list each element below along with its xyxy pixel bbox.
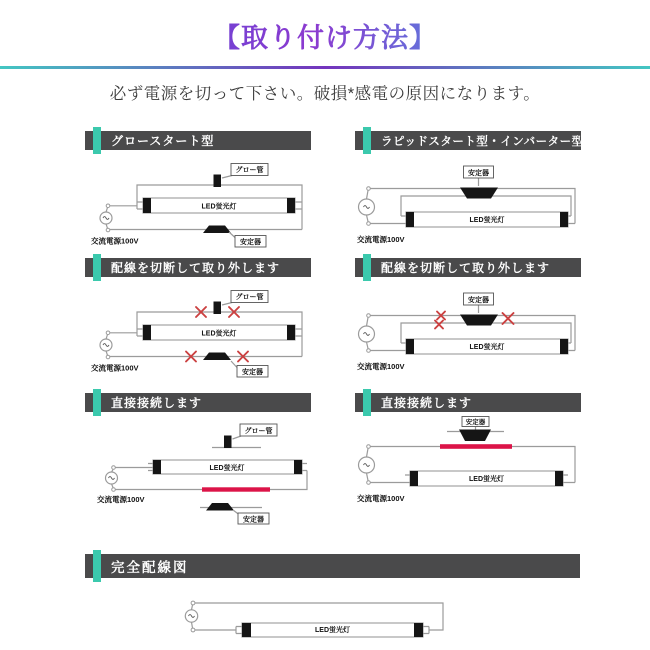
wiring-diagram-direct-glow [85,420,311,525]
glow-tube [224,436,232,449]
ballast-label: 安定器 [468,169,489,177]
ballast-label: 安定器 [465,419,486,426]
led-tube-label: LED蛍光灯 [201,330,237,338]
ballast [206,503,234,511]
ac-power-source-icon [359,314,375,353]
ac-power-label: 交流電源100V [357,494,405,503]
led-tube-cap [410,471,418,486]
panel-cut-glow [85,258,311,390]
pointer-line [222,176,232,179]
led-tube-cap [414,623,423,637]
glow-tube [214,302,222,315]
highlight-wire [202,487,270,491]
ac-power-source-icon [185,601,197,632]
ac-power-source-icon [100,331,112,359]
panel-title: 直接接続します [381,396,473,410]
glow-tube-label: グロー管 [244,427,273,435]
accent-bar [363,127,371,154]
ballast [459,430,491,442]
ac-power-source-icon [359,187,375,226]
accent-bar [363,254,371,281]
wiring-diagram-cut-rapid [355,285,581,390]
panel-complete-wiring [85,554,580,650]
led-tube-label: LED蛍光灯 [201,203,237,211]
title-divider [0,66,650,69]
led-tube-cap [555,471,563,486]
pointer-line [222,303,232,306]
panel-cut-rapid [355,258,581,390]
panel-header [85,258,311,277]
pointer-line [231,361,237,368]
panel-direct-rapid [355,393,581,525]
ac-power-source-icon [100,204,112,232]
panel-title: グロースタート型 [111,134,215,148]
warning-text: 必ず電源を切って下さい。破損*感電の原因になります。 [109,85,541,103]
ac-power-source-icon [106,466,118,492]
led-tube-cap [143,325,151,340]
led-tube-cap [406,212,414,227]
accent-bar [93,254,101,281]
led-tube-label: LED蛍光灯 [469,216,505,224]
wiring-diagram-direct-rapid [355,415,581,525]
led-tube-cap [143,198,151,213]
ballast-label: 安定器 [468,296,489,304]
ac-power-label: 交流電源100V [91,363,139,373]
accent-bar [363,389,371,416]
ac-power-label: 交流電源100V [97,495,145,504]
panel-title: 直接接続します [111,396,203,410]
pointer-line [229,232,235,238]
led-tube-cap [287,198,295,213]
panel-title: 完全配線図 [111,560,189,575]
panel-title: ラピッドスタート型・インバーター型 [381,135,584,148]
ac-power-label: 交流電源100V [357,362,405,371]
glow-tube-label: グロー管 [235,294,264,302]
led-tube-label: LED蛍光灯 [469,475,504,483]
ac-power-label: 交流電源100V [91,236,139,246]
panel-header [355,258,581,277]
panel-header [355,131,584,150]
wiring-diagram-rapid-start [355,158,581,263]
glow-tube [214,175,222,188]
ballast [460,188,498,199]
ballast [203,353,231,361]
panel-rapid-start [355,131,584,263]
panel-title: 配線を切断して取り外します [381,261,551,275]
accent-bar [93,127,101,154]
led-tube-label: LED蛍光灯 [209,465,245,472]
ac-power-label: 交流電源100V [357,235,405,244]
led-tube-label: LED蛍光灯 [469,343,505,351]
led-tube-cap [294,460,302,474]
ballast-label: 安定器 [240,239,261,246]
panel-header [85,554,580,578]
panel-header [85,393,311,412]
led-tube-label: LED蛍光灯 [315,627,350,634]
ballast [203,226,231,234]
led-tube-cap [560,212,568,227]
accent-bar [93,389,101,416]
page-title: 【取り付け方法】 [0,0,650,55]
panel-header [85,131,311,150]
led-tube-cap [242,623,251,637]
led-tube-cap [560,339,568,354]
wiring-diagram-complete [85,585,580,650]
ballast [460,315,498,326]
pointer-line [233,436,242,439]
led-tube-cap [153,460,161,474]
highlight-wire [440,444,512,449]
glow-tube-label: グロー管 [235,167,264,175]
panel-header [355,393,581,412]
panel-title: 配線を切断して取り外します [111,261,281,275]
accent-bar [93,550,101,582]
wiring-diagram-glow-start [85,158,311,263]
ballast-label: 安定器 [243,516,264,524]
panel-direct-glow [85,393,311,525]
led-tube-cap [406,339,414,354]
ac-power-source-icon [359,445,375,485]
wiring-diagram-cut-glow [85,285,311,390]
led-tube-cap [287,325,295,340]
ballast-label: 安定器 [242,369,263,376]
panel-glow-start [85,131,311,263]
